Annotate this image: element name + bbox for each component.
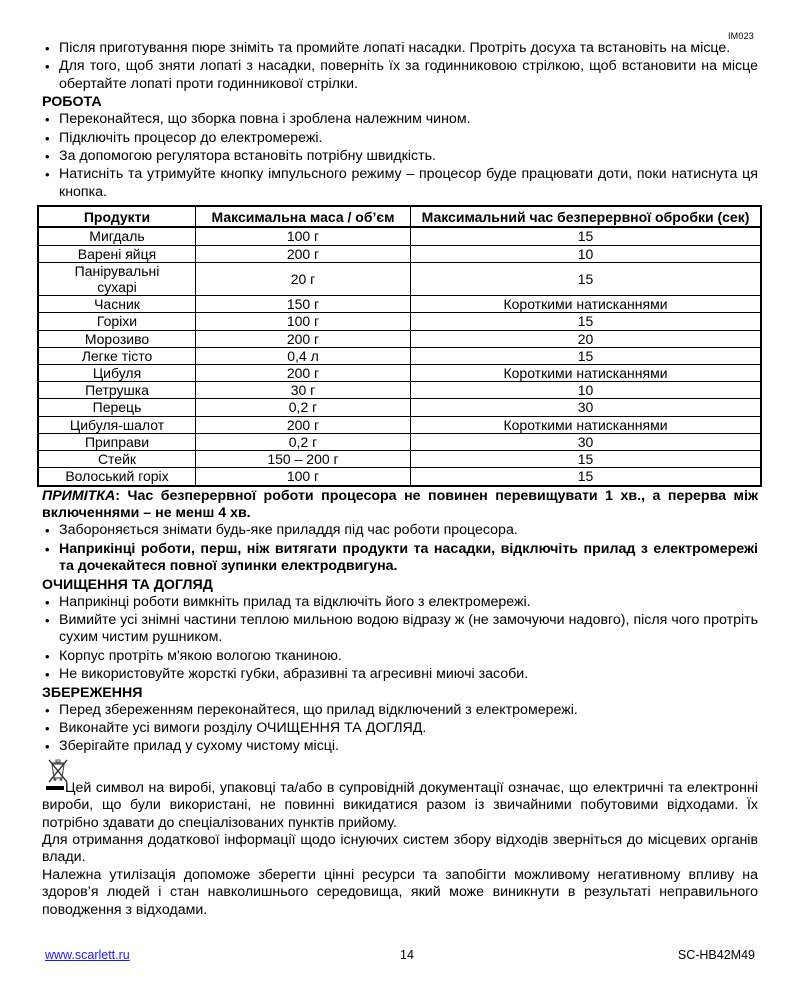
list-item: • Підключіть процесор до електромережі.	[42, 130, 758, 147]
cell-product: Волоський горіх	[38, 468, 196, 486]
cell-product: Цибуля-шалот	[38, 416, 196, 433]
cell-max-time: 15	[411, 313, 762, 330]
list-item: • Зберігайте прилад у сухому чистому місці.	[42, 738, 758, 755]
disposal-section	[42, 758, 758, 919]
cell-max-mass: 0,2 г	[196, 433, 411, 450]
section-title-cleaning: ОЧИЩЕННЯ ТА ДОГЛЯД	[42, 576, 213, 593]
cell-product: Цибуля	[38, 365, 196, 382]
model-number: SC-HB42M49	[677, 948, 755, 962]
list-item: • Після приготування пюре зніміть та промийте лопаті насадки. Протріть досуха та встановіть на місце.	[42, 40, 758, 57]
cell-max-time: 10	[411, 245, 762, 262]
cell-product: Морозиво	[38, 330, 196, 347]
table-header-row	[38, 206, 761, 227]
cell-max-mass: 200 г	[196, 330, 411, 347]
list-item: • Наприкінці роботи вимкніть прилад та відключіть його з електромережі.	[42, 594, 758, 611]
weee-bar-icon	[46, 786, 64, 790]
table-row	[38, 227, 761, 245]
cell-max-mass: 0,4 л	[196, 347, 411, 364]
table-row	[38, 468, 761, 486]
page-content	[42, 40, 758, 919]
cell-max-time: Короткими натисканнями	[411, 365, 762, 382]
table-row	[38, 365, 761, 382]
cell-product: Петрушка	[38, 382, 196, 399]
cell-product: Стейк	[38, 451, 196, 468]
disposal-paragraph: Цей символ на виробі, упаковці та/або в супровідній документації означає, що електричні та електронні вироби, що були використані, не повинні викидатися разом із звичайними побутовими відходами. Їх потрібно здавати до спеціалізованих пунктів прийому.	[42, 779, 758, 831]
cell-product: Часник	[38, 296, 196, 313]
disposal-benefit-paragraph: Належна утилізація допоможе зберегти цінні ресурси та запобігти можливому негативному впливу на здоров’я людей і стан навколишнього середовища, який може виникнути в результаті неправильного поводження з відходами.	[42, 866, 758, 918]
table-row	[38, 399, 761, 416]
cell-max-time: Короткими натисканнями	[411, 416, 762, 433]
cell-product: Варені яйця	[38, 245, 196, 262]
cell-max-time: 30	[411, 433, 762, 450]
section-title-storage: ЗБЕРЕЖЕННЯ	[42, 684, 143, 701]
cell-max-time: 30	[411, 399, 762, 416]
cell-max-time: 15	[411, 262, 762, 295]
column-header-max-time: Максимальний час безперервної обробки (сек)	[411, 206, 762, 227]
table-row	[38, 262, 761, 295]
cell-max-time: 10	[411, 382, 762, 399]
table-row	[38, 330, 761, 347]
cell-max-time: 15	[411, 347, 762, 364]
list-item: • Натисніть та утримуйте кнопку імпульсного режиму – процесор буде працювати доти, поки натиснута ця кнопка.	[42, 166, 758, 201]
table-row	[38, 451, 761, 468]
intro-list	[42, 40, 758, 93]
cleaning-list	[42, 594, 758, 684]
cell-product: Приправи	[38, 433, 196, 450]
cell-max-time: 20	[411, 330, 762, 347]
table-row	[38, 296, 761, 313]
list-item: • За допомогою регулятора встановіть потрібну швидкість.	[42, 148, 758, 165]
cell-max-time: Короткими натисканнями	[411, 296, 762, 313]
table-row	[38, 313, 761, 330]
list-item: • Забороняється знімати будь-яке приладдя під час роботи процесора.	[42, 522, 758, 539]
list-item: • Не використовуйте жорсткі губки, абразивні та агресивні миючі засоби.	[42, 666, 758, 683]
column-header-products: Продукти	[38, 206, 196, 227]
cell-max-mass: 100 г	[196, 313, 411, 330]
cell-max-time: 15	[411, 227, 762, 245]
cell-max-mass: 100 г	[196, 468, 411, 486]
website-link[interactable]: www.scarlett.ru	[45, 948, 130, 962]
list-item: • Корпус протріть м'якою вологою тканиною.	[42, 648, 758, 665]
cell-max-mass: 150 – 200 г	[196, 451, 411, 468]
table-row	[38, 416, 761, 433]
document-code: IM023	[727, 31, 754, 41]
table-row	[38, 347, 761, 364]
note-label: ПРИМІТКА	[42, 487, 116, 504]
list-item: • Переконайтеся, що зборка повна і зроблена належним чином.	[42, 111, 758, 128]
storage-list	[42, 702, 758, 756]
processing-table	[37, 205, 762, 486]
page-number: 14	[400, 948, 414, 962]
table-body	[38, 227, 761, 485]
cell-max-mass: 200 г	[196, 245, 411, 262]
cell-product: Мигдаль	[38, 227, 196, 245]
cell-product: Легке тісто	[38, 347, 196, 364]
cell-max-mass: 100 г	[196, 227, 411, 245]
cell-max-mass: 20 г	[196, 262, 411, 295]
list-item: • Виконайте усі вимоги розділу ОЧИЩЕННЯ ТА ДОГЛЯД.	[42, 720, 758, 737]
operation-list	[42, 111, 758, 201]
cell-product: Горіхи	[38, 313, 196, 330]
cell-product: Перець	[38, 399, 196, 416]
cell-product: Панірувальні сухарі	[38, 262, 196, 295]
warnings-list	[42, 522, 758, 575]
cell-max-mass: 200 г	[196, 365, 411, 382]
cell-max-time: 15	[411, 451, 762, 468]
note-text: : Час безперервної роботи процесора не повинен перевищувати 1 хв., а перерва між включеннями – не менш 4 хв.	[42, 487, 758, 521]
list-item: • Для того, щоб зняти лопаті з насадки, поверніть їх за годинниковою стрілкою, щоб встановити на місце обертайте лопаті проти годинникової стрілки.	[42, 58, 758, 93]
cell-max-mass: 150 г	[196, 296, 411, 313]
section-title-operation: РОБОТА	[42, 94, 102, 111]
note	[42, 488, 758, 523]
column-header-max-mass: Максимальна маса / об’єм	[196, 206, 411, 227]
list-item: • Наприкінці роботи, перш, ніж витягати продукти та насадки, відключіть прилад з електромережі та дочекайтеся повної зупинки електродвигуна.	[42, 541, 758, 576]
list-item: • Вимийте усі знімні частини теплою мильною водою відразу ж (не замочуючи надовго), після чого протріть сухим чистим рушником.	[42, 612, 758, 647]
table-row	[38, 433, 761, 450]
cell-max-time: 15	[411, 468, 762, 486]
disposal-info-paragraph: Для отримання додаткової інформації щодо існуючих систем збору відходів зверніться до місцевих органів влади.	[42, 832, 758, 866]
cell-max-mass: 200 г	[196, 416, 411, 433]
table-row	[38, 245, 761, 262]
list-item: • Перед збереженням переконайтеся, що прилад відключений з електромережі.	[42, 702, 758, 719]
cell-max-mass: 0,2 г	[196, 399, 411, 416]
table-row	[38, 382, 761, 399]
cell-max-mass: 30 г	[196, 382, 411, 399]
